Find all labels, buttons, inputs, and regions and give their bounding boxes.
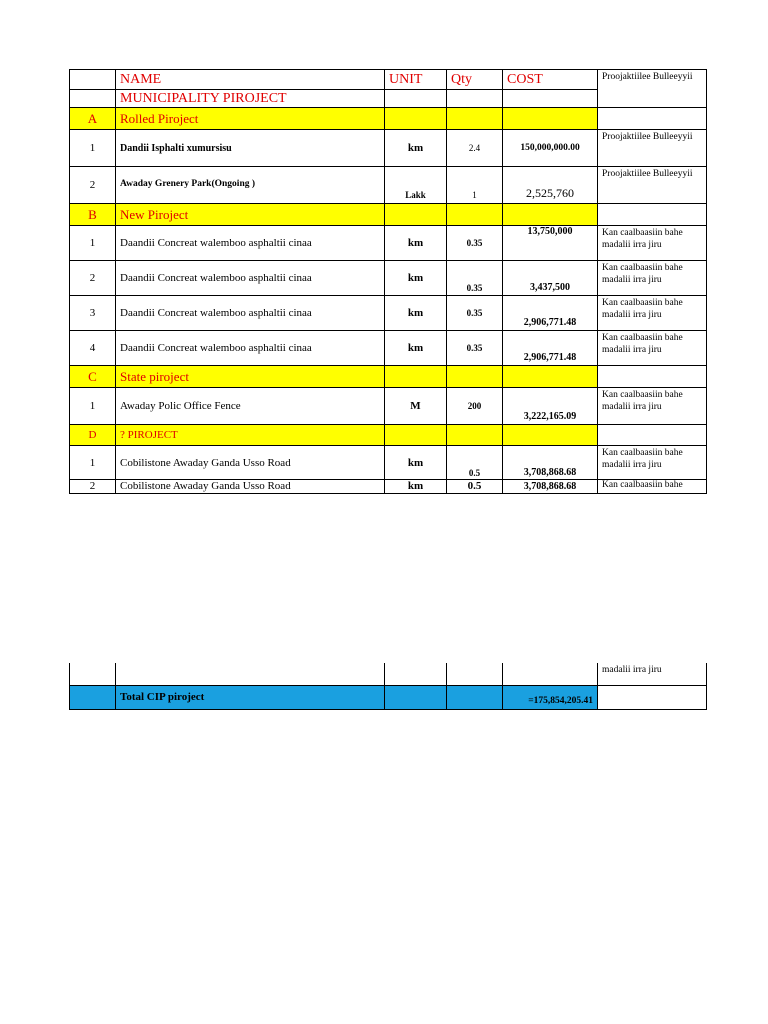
row-remark: Kan caalbaasiin bahe madalii irra jiru [598,296,707,331]
row-qty: 1 [447,167,503,204]
row-number: 2 [70,261,116,296]
section-code: C [70,366,116,388]
row-qty: 0.35 [447,331,503,366]
header-cost: COST [503,70,598,90]
row-number: 3 [70,296,116,331]
cip-project-table [69,69,707,494]
header-name: NAME [116,70,385,90]
row-qty: 0.35 [447,226,503,261]
row-qty: 2.4 [447,130,503,167]
table-row [70,130,707,167]
row-cost: 2,906,771.48 [503,296,598,331]
table-row [70,167,707,204]
row-remark: Proojaktiilee Bulleeyyii [598,167,707,204]
table-row [70,226,707,261]
header-qty: Qty [447,70,503,90]
row-qty: 0.35 [447,261,503,296]
row-cost: 13,750,000 [503,226,598,261]
table-row [70,331,707,366]
row-remark: Kan caalbaasiin bahe madalii irra jiru [598,446,707,480]
row-remark: Kan caalbaasiin bahe madalii irra jiru [598,388,707,425]
continued-row [70,663,707,685]
section-row-c [70,366,707,388]
row-unit: km [385,480,447,494]
row-cost: 3,437,500 [503,261,598,296]
row-cost: 2,525,760 [503,167,598,204]
cip-project-table-continued [69,663,707,710]
row-number: 1 [70,226,116,261]
row-cost: 3,708,868.68 [503,480,598,494]
row-unit: km [385,446,447,480]
header-unit: UNIT [385,70,447,90]
row-name: Awaday Grenery Park(Ongoing ) [116,167,385,204]
section-code: D [70,425,116,446]
table-row [70,480,707,494]
row-qty: 0.35 [447,296,503,331]
row-remark: Proojaktiilee Bulleeyyii [598,130,707,167]
row-cost: 150,000,000.00 [503,130,598,167]
section-row-d [70,425,707,446]
row-cost: 2,906,771.48 [503,331,598,366]
subtitle: MUNICIPALITY PIROJECT [116,90,385,108]
row-qty: 200 [447,388,503,425]
row-cost: 3,222,165.09 [503,388,598,425]
section-code: A [70,108,116,130]
row-unit: km [385,261,447,296]
row-remark-continued: madalii irra jiru [598,663,707,685]
section-row-a [70,108,707,130]
row-cost: 3,708,868.68 [503,446,598,480]
row-number: 2 [70,167,116,204]
row-name: Cobilistone Awaday Ganda Usso Road [116,446,385,480]
total-row [70,685,707,709]
section-title: State piroject [116,366,385,388]
row-number: 1 [70,388,116,425]
row-name: Dandii Isphalti xumursisu [116,130,385,167]
row-number: 1 [70,130,116,167]
section-row-b [70,204,707,226]
row-number: 2 [70,480,116,494]
row-remark: Kan caalbaasiin bahe madalii irra jiru [598,331,707,366]
section-title: Rolled Piroject [116,108,385,130]
row-unit: km [385,296,447,331]
row-name: Cobilistone Awaday Ganda Usso Road [116,480,385,494]
row-remark: Kan caalbaasiin bahe [598,480,707,494]
row-unit: km [385,130,447,167]
total-label: Total CIP piroject [116,685,385,709]
row-name: Daandii Concreat walemboo asphaltii cinaa [116,226,385,261]
header-row [70,70,707,90]
table-row [70,446,707,480]
row-qty: 0.5 [447,446,503,480]
row-unit: Lakk [385,167,447,204]
row-remark: Kan caalbaasiin bahe madalii irra jiru [598,226,707,261]
total-cost: =175,854,205.41 [503,685,598,709]
section-code: B [70,204,116,226]
row-number: 4 [70,331,116,366]
section-title: New Piroject [116,204,385,226]
table-row [70,388,707,425]
row-unit: M [385,388,447,425]
row-unit: km [385,226,447,261]
row-name: Daandii Concreat walemboo asphaltii cinaa [116,261,385,296]
table-row [70,296,707,331]
row-name: Awaday Polic Office Fence [116,388,385,425]
row-name: Daandii Concreat walemboo asphaltii cinaa [116,331,385,366]
header-remark: Proojaktiilee Bulleeyyii [598,70,707,108]
header-no-cell [70,70,116,90]
row-qty: 0.5 [447,480,503,494]
row-remark: Kan caalbaasiin bahe madalii irra jiru [598,261,707,296]
table-row [70,261,707,296]
row-unit: km [385,331,447,366]
section-title: ? PIROJECT [116,425,385,446]
row-name: Daandii Concreat walemboo asphaltii cinaa [116,296,385,331]
row-number: 1 [70,446,116,480]
